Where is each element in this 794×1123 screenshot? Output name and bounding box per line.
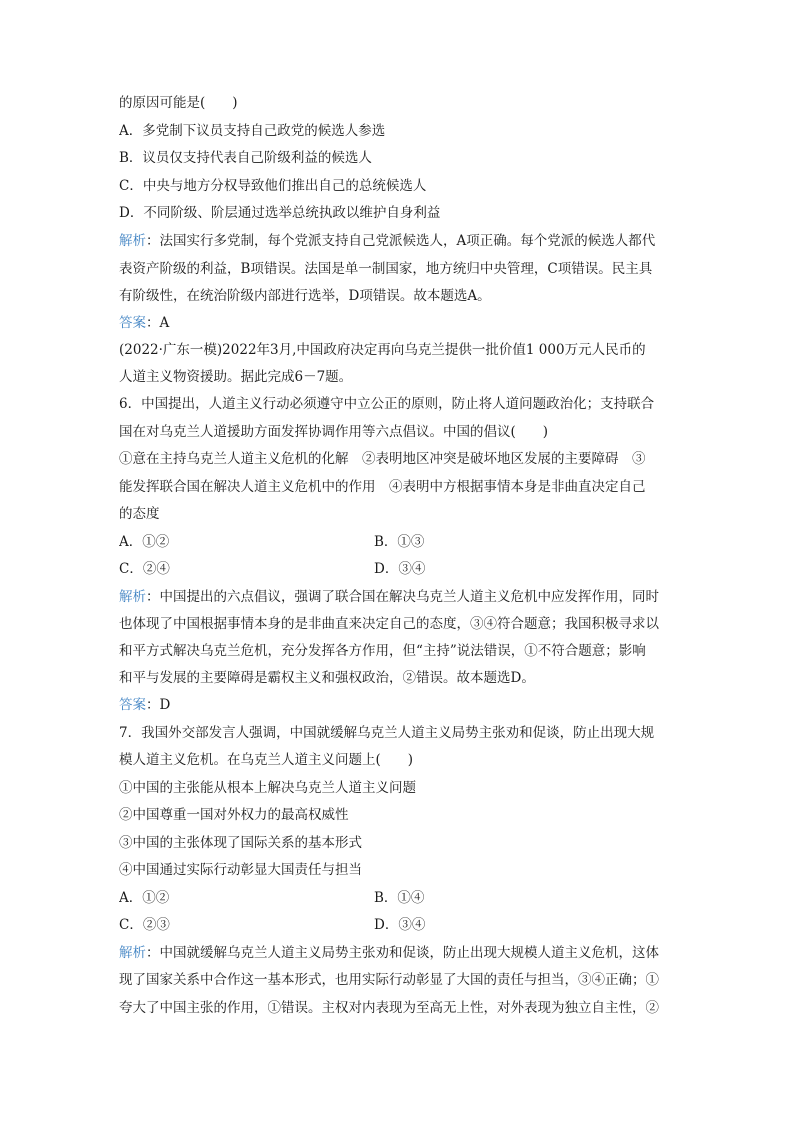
q5-answer-label: 答案 — [119, 315, 146, 331]
q7-analysis-line-1: 解析：中国就缓解乌克兰人道主义局势主张劝和促谈，防止出现大规模人道主义危机，这体 — [119, 945, 659, 961]
q5-option-b: B．议员仅支持代表自己阶级利益的候选人 — [119, 150, 372, 166]
q5-analysis-line-1: 解析：法国实行多党制，每个党派支持自己党派候选人，A项正确。每个党派的候选人都代 — [119, 233, 656, 249]
q7-statement-2: ②中国尊重一国对外权力的最高权威性 — [119, 807, 349, 823]
q5-analysis-label: 解析 — [119, 233, 146, 249]
q7-stem-line-1: 7．我国外交部发言人强调，中国就缓解乌克兰人道主义局势主张劝和促谈，防止出现大规 — [119, 725, 655, 741]
q6-choices-row-1 — [119, 529, 679, 555]
q6-analysis-line-4: 和平与发展的主要障碍是霸权主义和强权政治，②错误。故本题选D。 — [119, 670, 535, 686]
q7-analysis-label: 解析 — [119, 945, 146, 961]
q7-stem-line-2: 模人道主义危机。在乌克兰人道主义问题上( ) — [119, 752, 414, 768]
q5-answer: 答案：A — [119, 315, 170, 331]
q5-option-d: D．不同阶级、阶层通过选举总统执政以维护自身利益 — [119, 205, 441, 221]
q6-answer-label: 答案 — [119, 697, 146, 713]
material-line-2: 人道主义物资援助。据此完成6－7题。 — [119, 369, 353, 385]
q7-choice-c: C．②③ — [119, 917, 170, 933]
q7-choice-a: A．①② — [119, 890, 170, 906]
q5-option-a: A．多党制下议员支持自己政党的候选人参选 — [119, 123, 386, 139]
q7-statement-1: ①中国的主张能从根本上解决乌克兰人道主义问题 — [119, 780, 416, 796]
q6-analysis-label: 解析 — [119, 589, 146, 605]
q5-analysis-line-2: 表资产阶级的利益，B项错误。法国是单一制国家，地方统归中央管理，C项错误。民主具 — [119, 261, 653, 277]
q6-choices-row-2 — [119, 556, 679, 582]
q7-choice-d: D．③④ — [374, 917, 426, 933]
q7-statement-3: ③中国的主张体现了国际关系的基本形式 — [119, 835, 362, 851]
q6-choice-d: D．③④ — [374, 561, 426, 577]
q6-analysis-line-2: 也体现了中国根据事情本身的是非曲直来决定自己的态度，③④符合题意；我国积极寻求以 — [119, 616, 659, 632]
q7-analysis-line-2: 现了国家关系中合作这一基本形式，也用实际行动彰显了大国的责任与担当，③④正确；① — [119, 972, 659, 988]
q6-stem-line-1: 6．中国提出，人道主义行动必须遵守中立公正的原则，防止将人道问题政治化；支持联合 — [119, 396, 655, 412]
q6-statements-line-1: ①意在主持乌克兰人道主义危机的化解 ②表明地区冲突是破坏地区发展的主要障碍 ③ — [119, 451, 646, 467]
material-line-1: (2022·广东一模)2022年3月,中国政府决定再向乌克兰提供一批价值1 000万元人民币的 — [119, 342, 646, 358]
q6-statements-line-3: 的态度 — [119, 506, 160, 522]
q7-choice-b: B．①④ — [374, 890, 425, 906]
q5-analysis-line-3: 有阶级性，在统治阶级内部进行选举，D项错误。故本题选A。 — [119, 288, 491, 304]
q7-choices-row-2 — [119, 912, 679, 938]
q6-stem-line-2: 国在对乌克兰人道援助方面发挥协调作用等六点倡议。中国的倡议( ) — [119, 424, 549, 440]
q6-choice-a: A．①② — [119, 534, 170, 550]
q6-statements-line-2: 能发挥联合国在解决人道主义危机中的作用 ④表明中方根据事情本身是非曲直决定自己 — [119, 479, 646, 495]
q6-answer: 答案：D — [119, 697, 171, 713]
q5-option-c: C．中央与地方分权导致他们推出自己的总统候选人 — [119, 178, 427, 194]
q5-stem-tail: 的原因可能是( ) — [119, 95, 238, 111]
q6-choice-c: C．②④ — [119, 561, 170, 577]
q7-analysis-line-3: 夸大了中国主张的作用，①错误。主权对内表现为至高无上性，对外表现为独立自主性，② — [119, 1000, 659, 1016]
q6-analysis-line-1: 解析：中国提出的六点倡议，强调了联合国在解决乌克兰人道主义危机中应发挥作用，同时 — [119, 589, 659, 605]
q7-statement-4: ④中国通过实际行动彰显大国责任与担当 — [119, 862, 362, 878]
q6-analysis-line-3: 和平方式解决乌克兰危机，充分发挥各方作用，但“主持”说法错误，①不符合题意；影响 — [119, 643, 646, 659]
q7-choices-row-1 — [119, 885, 679, 911]
q6-choice-b: B．①③ — [374, 534, 425, 550]
